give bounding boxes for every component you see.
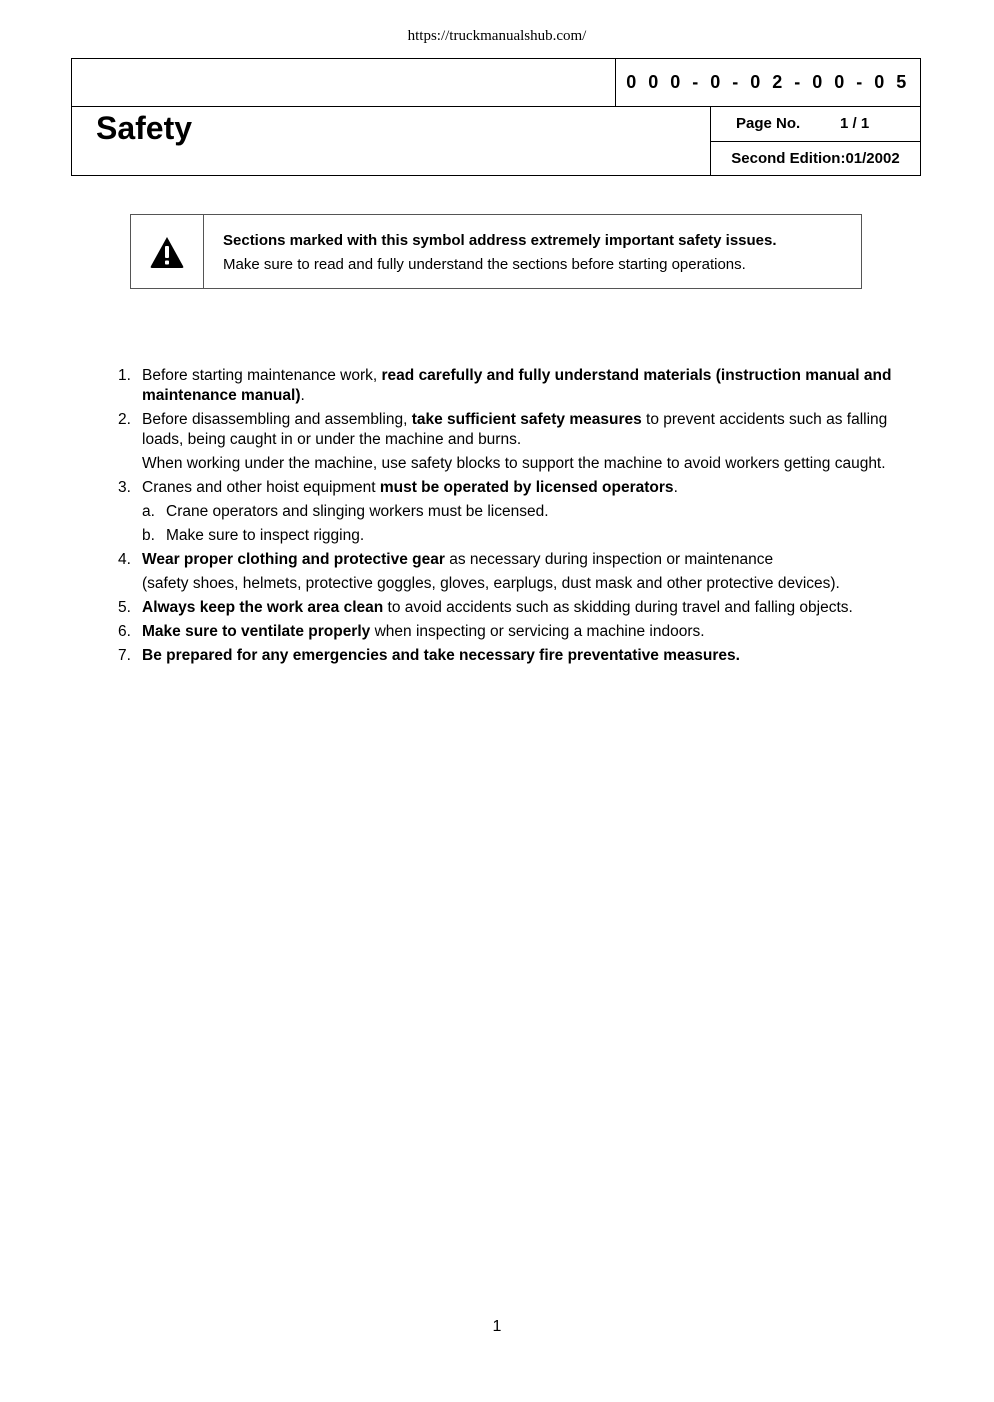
page-footer-number: 1 [492,1318,502,1335]
warning-icon-cell [131,215,204,288]
safety-notice-box [130,214,862,289]
notice-line-1: Sections marked with this symbol address extremely important safety issues. [223,232,777,249]
page-title: Safety [96,110,193,146]
sub-item: a. Crane operators and slinging workers must be licensed. [142,503,549,520]
list-item: 6. Make sure to ventilate properly when inspecting or servicing a machine indoors. [118,623,705,640]
document-header [71,58,921,176]
list-item: 3. Cranes and other hoist equipment must be operated by licensed operators. a. Crane operators and slinging workers must be licensed. b. Make sure to inspect rigging. [110,478,920,546]
list-item: 4. Wear proper clothing and protective gear as necessary during inspection or maintenance (safety shoes, helmets, protective goggles, gloves, earplugs, dust mask and other protective devices). [118,551,840,592]
list-item: 1. Before starting maintenance work, read carefully and fully understand materials (instruction manual and maintenance manual). [118,367,892,404]
list-item: 5. Always keep the work area clean to avoid accidents such as skidding during travel and falling objects. [118,599,853,616]
page-number-cell [710,106,921,141]
source-url: https://truckmanualshub.com/ [407,28,587,44]
list-item: 2. Before disassembling and assembling, take sufficient safety measures to prevent accidents such as falling loads, being caught in or under the machine and burns. When working under the machine, use safety blocks to support the machine to avoid workers getting caught. [118,411,888,472]
edition-label: Second Edition:01/2002 [731,150,900,167]
notice-line-2: Make sure to read and fully understand the sections before starting operations. [223,256,746,273]
list-item: 7. Be prepared for any emergencies and take necessary fire preventative measures. [118,647,740,664]
safety-list [110,366,920,670]
sub-item: b. Make sure to inspect rigging. [142,527,365,544]
warning-triangle-icon [149,235,185,269]
document-number: 0 0 0 - 0 - 0 2 - 0 0 - 0 5 [626,72,910,92]
page-number-label: Page No. [736,115,801,132]
page-number-value: 1 / 1 [840,115,870,132]
